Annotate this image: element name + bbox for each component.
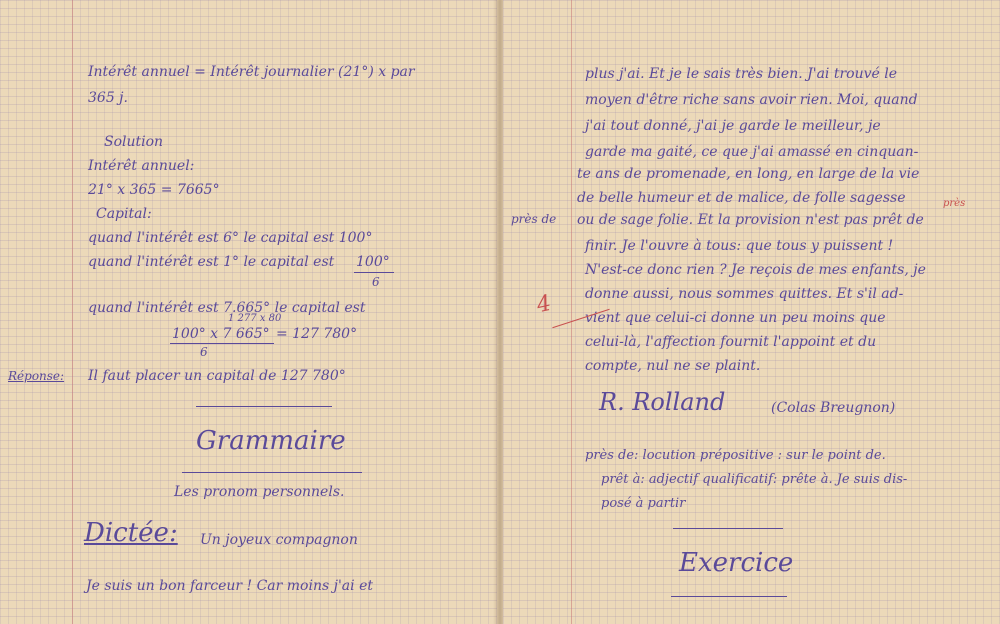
exercice-bottom-rule	[671, 596, 787, 597]
dictee-line-3: j'ai tout donné, j'ai je garde le meilleur, je	[585, 118, 881, 134]
capital-rule-3-denominator: 6	[200, 345, 208, 359]
dictee-line-13: compte, nul ne se plaint.	[585, 358, 761, 374]
dictee-line-7: ou de sage folie. Et la provision n'est pas prêt de	[577, 212, 924, 228]
exercice-title: Exercice	[679, 548, 794, 578]
solution-heading: Solution	[104, 134, 164, 150]
formula-days: 365 j.	[88, 90, 128, 106]
fraction-bar-1	[354, 272, 394, 273]
dictee-line-10: donne aussi, nous sommes quittes. Et s'il ad-	[585, 286, 904, 302]
dictee-line-1: plus j'ai. Et je le sais très bien. J'ai trouvé le	[585, 66, 898, 82]
capital-rule-3: quand l'intérêt est 7.665° le capital est	[88, 300, 366, 316]
capital-rule-2: quand l'intérêt est 1° le capital est	[88, 254, 335, 270]
formula-line: Intérêt annuel = Intérêt journalier (21°) x par	[88, 64, 415, 80]
calc-annual-interest: 21° x 365 = 7665°	[88, 182, 220, 198]
grammaire-bottom-rule	[182, 472, 362, 473]
capital-label: Capital:	[96, 206, 152, 222]
pronoms-subtitle: Les pronom personnels.	[174, 484, 345, 500]
dictee-label: Dictée:	[84, 518, 178, 548]
dictee-first-line: Je suis un bon farceur ! Car moins j'ai et	[86, 578, 373, 594]
dictee-line-4: garde ma gaité, ce que j'ai amassé en cinquan-	[585, 144, 919, 160]
dictee-line-5: te ans de promenade, en long, en large de la vie	[577, 166, 920, 182]
capital-rule-1: quand l'intérêt est 6° le capital est 100°	[88, 230, 373, 246]
grade-mark: 4	[534, 290, 554, 319]
capital-rule-3-result: = 127 780°	[276, 326, 358, 342]
margin-correction: près de	[511, 212, 557, 226]
interet-annuel-label: Intérêt annuel:	[88, 158, 195, 174]
note-line-2: prêt à: adjectif qualificatif: prête à. Je suis dis-	[601, 472, 908, 487]
right-page	[503, 0, 1000, 624]
dictee-line-6: de belle humeur et de malice, de folle sagesse	[577, 190, 906, 206]
source-work: (Colas Breugnon)	[771, 400, 896, 416]
dictee-line-2: moyen d'être riche sans avoir rien. Moi, quand	[585, 92, 918, 108]
capital-rule-2-numerator: 100°	[356, 254, 390, 270]
dictee-line-8: finir. Je l'ouvre à tous: que tous y puissent !	[585, 238, 894, 254]
dictee-title: Un joyeux compagnon	[200, 532, 358, 548]
right-margin-line	[571, 0, 572, 624]
left-margin-line	[72, 0, 73, 624]
capital-rule-3-annotation: 1 277 x 80	[228, 313, 282, 324]
reponse-label: Réponse:	[8, 369, 65, 383]
grammaire-title: Grammaire	[196, 426, 346, 456]
author-name: R. Rolland	[599, 388, 726, 416]
fraction-bar-2	[170, 343, 274, 344]
dictee-line-11: vient que celui-ci donne un peu moins que	[585, 310, 886, 326]
dictee-line-12: celui-là, l'affection fournit l'appoint et du	[585, 334, 877, 350]
dictee-line-9: N'est-ce donc rien ? Je reçois de mes enfants, je	[585, 262, 926, 278]
grammaire-top-rule	[196, 406, 332, 407]
note-line-3: posé à partir	[601, 496, 686, 511]
capital-rule-2-denominator: 6	[372, 275, 380, 289]
capital-rule-3-numerator: 100° x 7 665°	[172, 326, 270, 342]
exercice-top-rule	[673, 528, 783, 529]
note-line-1: près de: locution prépositive : sur le point de.	[585, 448, 886, 463]
correction-above: près	[943, 198, 966, 209]
left-page	[0, 0, 497, 624]
reponse-text: Il faut placer un capital de 127 780°	[88, 368, 346, 384]
